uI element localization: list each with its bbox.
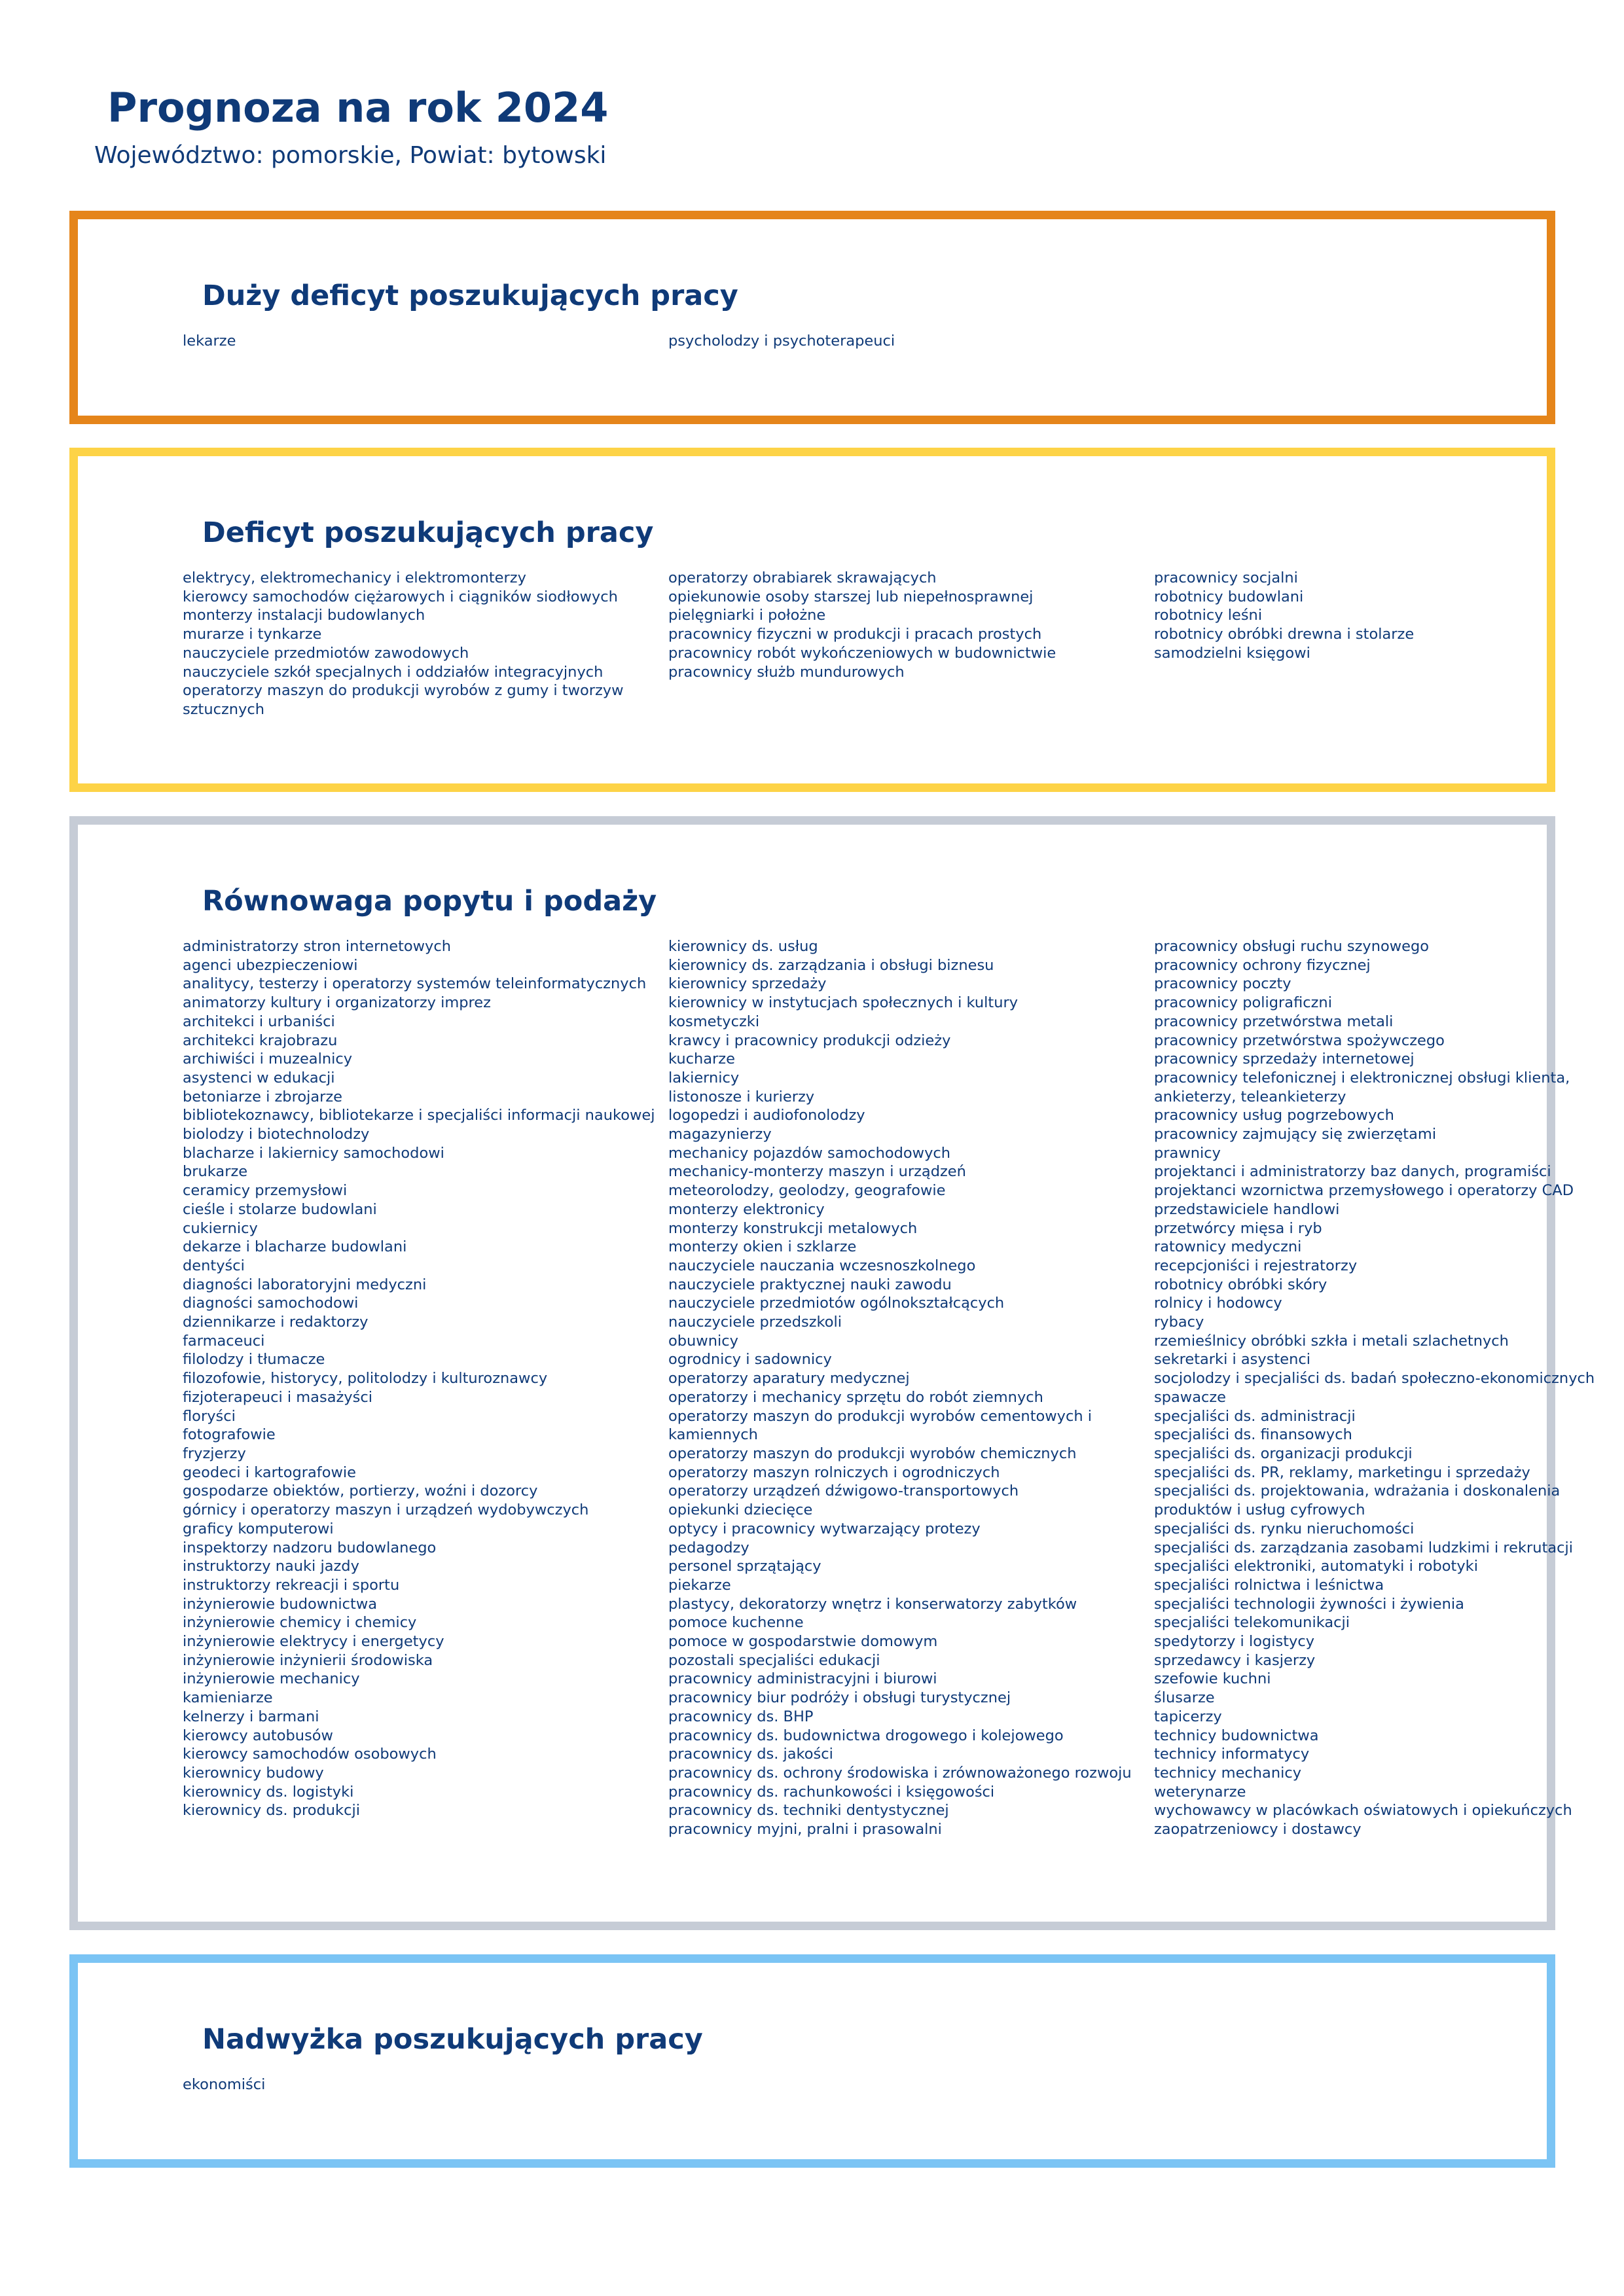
- list-item: dentyści: [183, 1257, 245, 1274]
- section-title: Nadwyżka poszukujących pracy: [202, 2023, 703, 2056]
- list-item: cieśle i stolarze budowlani: [183, 1200, 377, 1218]
- section-balance: [69, 816, 1595, 1930]
- list-item: administratorzy stron internetowych: [183, 938, 451, 955]
- list-item: pracownicy robót wykończeniowych w budownictwie: [668, 644, 1056, 662]
- list-item: nauczyciele praktycznej nauki zawodu: [668, 1276, 952, 1293]
- list-item: sprzedawcy i kasjerzy: [1154, 1651, 1316, 1669]
- list-item: kierownicy ds. usług: [668, 938, 818, 955]
- list-item: pracownicy poczty: [1154, 975, 1291, 993]
- list-item: górnicy i operatorzy maszyn i urządzeń wydobywczych: [183, 1501, 589, 1519]
- list-item: kierowcy autobusów: [183, 1727, 333, 1744]
- section-title: Deficyt poszukujących pracy: [202, 516, 654, 549]
- list-item: agenci ubezpieczeniowi: [183, 956, 358, 974]
- list-item: pracownicy ds. BHP: [668, 1708, 814, 1725]
- section-title: Duży deficyt poszukujących pracy: [202, 279, 738, 312]
- list-item: farmaceuci: [183, 1332, 265, 1350]
- list-item: technicy informatycy: [1154, 1746, 1310, 1763]
- list-item: opiekunowie osoby starszej lub niepełnosprawnej: [668, 588, 1034, 605]
- list-item: operatorzy maszyn do produkcji wyrobów z gumy i tworzyw sztucznych: [183, 682, 624, 718]
- section-deficit: [69, 448, 1555, 792]
- list-item: pracownicy ds. jakości: [668, 1746, 833, 1763]
- list-item: ogrodnicy i sadownicy: [668, 1351, 832, 1369]
- list-item: kierownicy w instytucjach społecznych i kultury: [668, 994, 1019, 1012]
- list-item: listonosze i kurierzy: [668, 1088, 815, 1105]
- section-large-deficit: [69, 211, 1555, 424]
- list-item: pracownicy poligraficzni: [1154, 994, 1332, 1012]
- list-item: nauczyciele przedmiotów ogólnokształcących: [668, 1295, 1005, 1312]
- list-item: przedstawiciele handlowi: [1154, 1200, 1340, 1218]
- list-item: samodzielni księgowi: [1154, 644, 1310, 662]
- list-item: betoniarze i zbrojarze: [183, 1088, 343, 1105]
- list-item: instruktorzy rekreacji i sportu: [183, 1576, 400, 1594]
- list-item: spawacze: [1154, 1388, 1227, 1406]
- list-item: sekretarki i asystenci: [1154, 1351, 1310, 1369]
- occupation-list: [668, 569, 1154, 719]
- list-item: floryści: [183, 1407, 236, 1425]
- list-item: inspektorzy nadzoru budowlanego: [183, 1539, 437, 1556]
- list-item: nauczyciele nauczania wczesnoszkolnego: [668, 1257, 976, 1274]
- list-item: meteorolodzy, geolodzy, geografowie: [668, 1182, 946, 1200]
- list-item: specjaliści ds. administracji: [1154, 1407, 1356, 1425]
- list-item: inżynierowie inżynierii środowiska: [183, 1651, 433, 1669]
- list-item: projektanci i administratorzy baz danych, programiści: [1154, 1163, 1551, 1181]
- list-item: pielęgniarki i położne: [668, 607, 826, 624]
- list-item: elektrycy, elektromechanicy i elektromonterzy: [183, 569, 526, 586]
- list-item: pracownicy ds. techniki dentystycznej: [668, 1802, 949, 1820]
- list-item: specjaliści rolnictwa i leśnictwa: [1154, 1576, 1384, 1594]
- list-item: technicy mechanicy: [1154, 1764, 1302, 1782]
- list-item: operatorzy maszyn rolniczych i ogrodniczych: [668, 1463, 1000, 1481]
- list-item: brukarze: [183, 1163, 248, 1181]
- list-item: pracownicy obsługi ruchu szynowego: [1154, 938, 1430, 955]
- list-item: psycholodzy i psychoterapeuci: [668, 332, 895, 350]
- list-item: plastycy, dekoratorzy wnętrz i konserwatorzy zabytków: [668, 1595, 1077, 1613]
- list-item: murarze i tynkarze: [183, 626, 322, 643]
- list-item: optycy i pracownicy wytwarzający protezy: [668, 1520, 981, 1537]
- list-item: diagności samochodowi: [183, 1295, 359, 1312]
- list-item: operatorzy obrabiarek skrawających: [668, 569, 937, 586]
- list-item: nauczyciele przedszkoli: [668, 1314, 842, 1331]
- occupation-list: [183, 569, 668, 719]
- list-item: kamieniarze: [183, 1689, 273, 1707]
- list-item: gospodarze obiektów, portierzy, woźni i dozorcy: [183, 1482, 538, 1500]
- list-item: weterynarze: [1154, 1783, 1246, 1801]
- occupation-columns: [183, 332, 1534, 351]
- list-item: inżynierowie chemicy i chemicy: [183, 1614, 417, 1632]
- list-item: specjaliści ds. organizacji produkcji: [1154, 1444, 1413, 1462]
- list-item: krawcy i pracownicy produkcji odzieży: [668, 1031, 951, 1049]
- list-item: kosmetyczki: [668, 1013, 760, 1030]
- list-item: tapicerzy: [1154, 1708, 1222, 1725]
- list-item: rzemieślnicy obróbki szkła i metali szlachetnych: [1154, 1332, 1509, 1350]
- list-item: kelnerzy i barmani: [183, 1708, 319, 1725]
- list-item: ratownicy medyczni: [1154, 1238, 1302, 1256]
- list-item: specjaliści technologii żywności i żywienia: [1154, 1595, 1464, 1613]
- list-item: animatorzy kultury i organizatorzy imprez: [183, 994, 491, 1012]
- list-item: nauczyciele przedmiotów zawodowych: [183, 644, 469, 662]
- list-item: wychowawcy w placówkach oświatowych i opiekuńczych: [1154, 1802, 1572, 1820]
- occupation-columns: [183, 2075, 1534, 2094]
- list-item: ceramicy przemysłowi: [183, 1182, 348, 1200]
- list-item: monterzy konstrukcji metalowych: [668, 1219, 918, 1237]
- list-item: diagności laboratoryjni medyczni: [183, 1276, 427, 1293]
- list-item: kierownicy sprzedaży: [668, 975, 827, 993]
- list-item: pedagodzy: [668, 1539, 749, 1556]
- list-item: inżynierowie mechanicy: [183, 1670, 360, 1688]
- list-item: geodeci i kartografowie: [183, 1463, 356, 1481]
- list-item: specjaliści telekomunikacji: [1154, 1614, 1350, 1632]
- list-item: graficy komputerowi: [183, 1520, 334, 1537]
- list-item: specjaliści ds. zarządzania zasobami ludzkimi i rekrutacji: [1154, 1539, 1574, 1556]
- list-item: architekci krajobrazu: [183, 1031, 338, 1049]
- occupation-list: [668, 937, 1154, 1839]
- list-item: socjolodzy i specjaliści ds. badań społeczno-ekonomicznych: [1154, 1370, 1595, 1388]
- occupation-list: [183, 937, 668, 1839]
- list-item: pracownicy fizyczni w produkcji i pracach prostych: [668, 626, 1042, 643]
- occupation-columns: [183, 937, 1595, 1839]
- list-item: biolodzy i biotechnolodzy: [183, 1126, 370, 1143]
- list-item: specjaliści ds. PR, reklamy, marketingu i sprzedaży: [1154, 1463, 1530, 1481]
- list-item: pracownicy ochrony fizycznej: [1154, 956, 1371, 974]
- list-item: dekarze i blacharze budowlani: [183, 1238, 407, 1256]
- list-item: mechanicy-monterzy maszyn i urządzeń: [668, 1163, 966, 1181]
- list-item: kierowcy samochodów ciężarowych i ciągników siodłowych: [183, 588, 618, 605]
- list-item: pracownicy służb mundurowych: [668, 663, 905, 681]
- list-item: rolnicy i hodowcy: [1154, 1295, 1282, 1312]
- list-item: architekci i urbaniści: [183, 1013, 335, 1030]
- list-item: pracownicy ds. rachunkowości i księgowości: [668, 1783, 995, 1801]
- list-item: fotografowie: [183, 1426, 276, 1444]
- occupation-list: [668, 332, 1154, 351]
- list-item: pracownicy usług pogrzebowych: [1154, 1107, 1394, 1124]
- list-item: inżynierowie elektrycy i energetycy: [183, 1633, 444, 1651]
- list-item: ekonomiści: [183, 2076, 266, 2093]
- list-item: magazynierzy: [668, 1126, 772, 1143]
- list-item: monterzy instalacji budowlanych: [183, 607, 425, 624]
- list-item: kierownicy ds. zarządzania i obsługi biznesu: [668, 956, 994, 974]
- list-item: pracownicy sprzedaży internetowej: [1154, 1050, 1415, 1068]
- list-item: cukiernicy: [183, 1219, 258, 1237]
- list-item: projektanci wzornictwa przemysłowego i operatorzy CAD: [1154, 1182, 1574, 1200]
- list-item: robotnicy leśni: [1154, 607, 1263, 624]
- list-item: pozostali specjaliści edukacji: [668, 1651, 880, 1669]
- list-item: filolodzy i tłumacze: [183, 1351, 325, 1369]
- list-item: pracownicy ds. budownictwa drogowego i kolejowego: [668, 1727, 1064, 1744]
- list-item: robotnicy obróbki drewna i stolarze: [1154, 626, 1415, 643]
- list-item: lekarze: [183, 332, 236, 350]
- list-item: specjaliści ds. projektowania, wdrażania i doskonalenia produktów i usług cyfrowych: [1154, 1482, 1561, 1519]
- list-item: specjaliści ds. finansowych: [1154, 1426, 1352, 1444]
- list-item: personel sprzątający: [668, 1558, 821, 1575]
- list-item: logopedzi i audiofonolodzy: [668, 1107, 865, 1124]
- list-item: recepcjoniści i rejestratorzy: [1154, 1257, 1358, 1274]
- list-item: mechanicy pojazdów samochodowych: [668, 1144, 951, 1162]
- list-item: kucharze: [668, 1050, 735, 1068]
- list-item: ślusarze: [1154, 1689, 1215, 1707]
- list-item: technicy budownictwa: [1154, 1727, 1319, 1744]
- list-item: pracownicy socjalni: [1154, 569, 1298, 586]
- list-item: pracownicy telefonicznej i elektronicznej obsługi klienta, ankieterzy, teleankieterzy: [1154, 1069, 1570, 1105]
- list-item: pracownicy myjni, pralni i prasowalni: [668, 1821, 942, 1839]
- list-item: przetwórcy mięsa i ryb: [1154, 1219, 1322, 1237]
- list-item: operatorzy i mechanicy sprzętu do robót ziemnych: [668, 1388, 1043, 1406]
- list-item: operatorzy maszyn do produkcji wyrobów chemicznych: [668, 1444, 1077, 1462]
- list-item: lakiernicy: [668, 1069, 740, 1086]
- occupation-list: [1154, 569, 1624, 719]
- list-item: pracownicy biur podróży i obsługi turystycznej: [668, 1689, 1011, 1707]
- list-item: specjaliści ds. rynku nieruchomości: [1154, 1520, 1415, 1537]
- list-item: analitycy, testerzy i operatorzy systemów teleinformatycznych: [183, 975, 647, 993]
- list-item: monterzy okien i szklarze: [668, 1238, 857, 1256]
- list-item: robotnicy obróbki skóry: [1154, 1276, 1327, 1293]
- list-item: nauczyciele szkół specjalnych i oddziałów integracyjnych: [183, 663, 604, 681]
- list-item: pracownicy ds. ochrony środowiska i zrównoważonego rozwoju: [668, 1764, 1132, 1782]
- list-item: asystenci w edukacji: [183, 1069, 335, 1086]
- list-item: instruktorzy nauki jazdy: [183, 1558, 359, 1575]
- list-item: dziennikarze i redaktorzy: [183, 1314, 369, 1331]
- list-item: pracownicy zajmujący się zwierzętami: [1154, 1126, 1437, 1143]
- list-item: piekarze: [668, 1576, 731, 1594]
- occupation-list: [183, 2075, 668, 2094]
- section-title: Równowaga popytu i podaży: [202, 885, 657, 918]
- list-item: archiwiści i muzealnicy: [183, 1050, 353, 1068]
- page-title: Prognoza na rok 2024: [107, 84, 609, 132]
- list-item: spedytorzy i logistycy: [1154, 1633, 1315, 1651]
- list-item: kierownicy ds. logistyki: [183, 1783, 354, 1801]
- list-item: pomoce kuchenne: [668, 1614, 804, 1632]
- section-surplus: [69, 1954, 1555, 2168]
- list-item: pracownicy przetwórstwa metali: [1154, 1013, 1394, 1030]
- list-item: operatorzy aparatury medycznej: [668, 1370, 910, 1388]
- page-subtitle: Województwo: pomorskie, Powiat: bytowski: [94, 142, 607, 169]
- occupation-list: [1154, 332, 1624, 351]
- list-item: fizjoterapeuci i masażyści: [183, 1388, 372, 1406]
- list-item: operatorzy maszyn do produkcji wyrobów cementowych i kamiennych: [668, 1407, 1092, 1444]
- list-item: monterzy elektronicy: [668, 1200, 825, 1218]
- list-item: obuwnicy: [668, 1332, 738, 1350]
- list-item: filozofowie, historycy, politolodzy i kulturoznawcy: [183, 1370, 548, 1388]
- list-item: kierowcy samochodów osobowych: [183, 1746, 437, 1763]
- list-item: zaopatrzeniowcy i dostawcy: [1154, 1821, 1362, 1839]
- list-item: prawnicy: [1154, 1144, 1221, 1162]
- list-item: robotnicy budowlani: [1154, 588, 1304, 605]
- list-item: kierownicy budowy: [183, 1764, 324, 1782]
- occupation-list: [1154, 2075, 1624, 2094]
- list-item: specjaliści elektroniki, automatyki i robotyki: [1154, 1558, 1478, 1575]
- occupation-list: [1154, 937, 1624, 1839]
- list-item: pracownicy administracyjni i biurowi: [668, 1670, 937, 1688]
- list-item: opiekunki dziecięce: [668, 1501, 813, 1519]
- occupation-list: [183, 332, 668, 351]
- list-item: fryzjerzy: [183, 1444, 246, 1462]
- occupation-list: [668, 2075, 1154, 2094]
- occupation-columns: [183, 569, 1534, 719]
- list-item: kierownicy ds. produkcji: [183, 1802, 360, 1820]
- list-item: pracownicy przetwórstwa spożywczego: [1154, 1031, 1445, 1049]
- list-item: inżynierowie budownictwa: [183, 1595, 378, 1613]
- list-item: rybacy: [1154, 1314, 1204, 1331]
- list-item: blacharze i lakiernicy samochodowi: [183, 1144, 444, 1162]
- list-item: bibliotekoznawcy, bibliotekarze i specjaliści informacji naukowej: [183, 1107, 655, 1124]
- list-item: szefowie kuchni: [1154, 1670, 1271, 1688]
- list-item: operatorzy urządzeń dźwigowo-transportowych: [668, 1482, 1019, 1500]
- list-item: pomoce w gospodarstwie domowym: [668, 1633, 938, 1651]
